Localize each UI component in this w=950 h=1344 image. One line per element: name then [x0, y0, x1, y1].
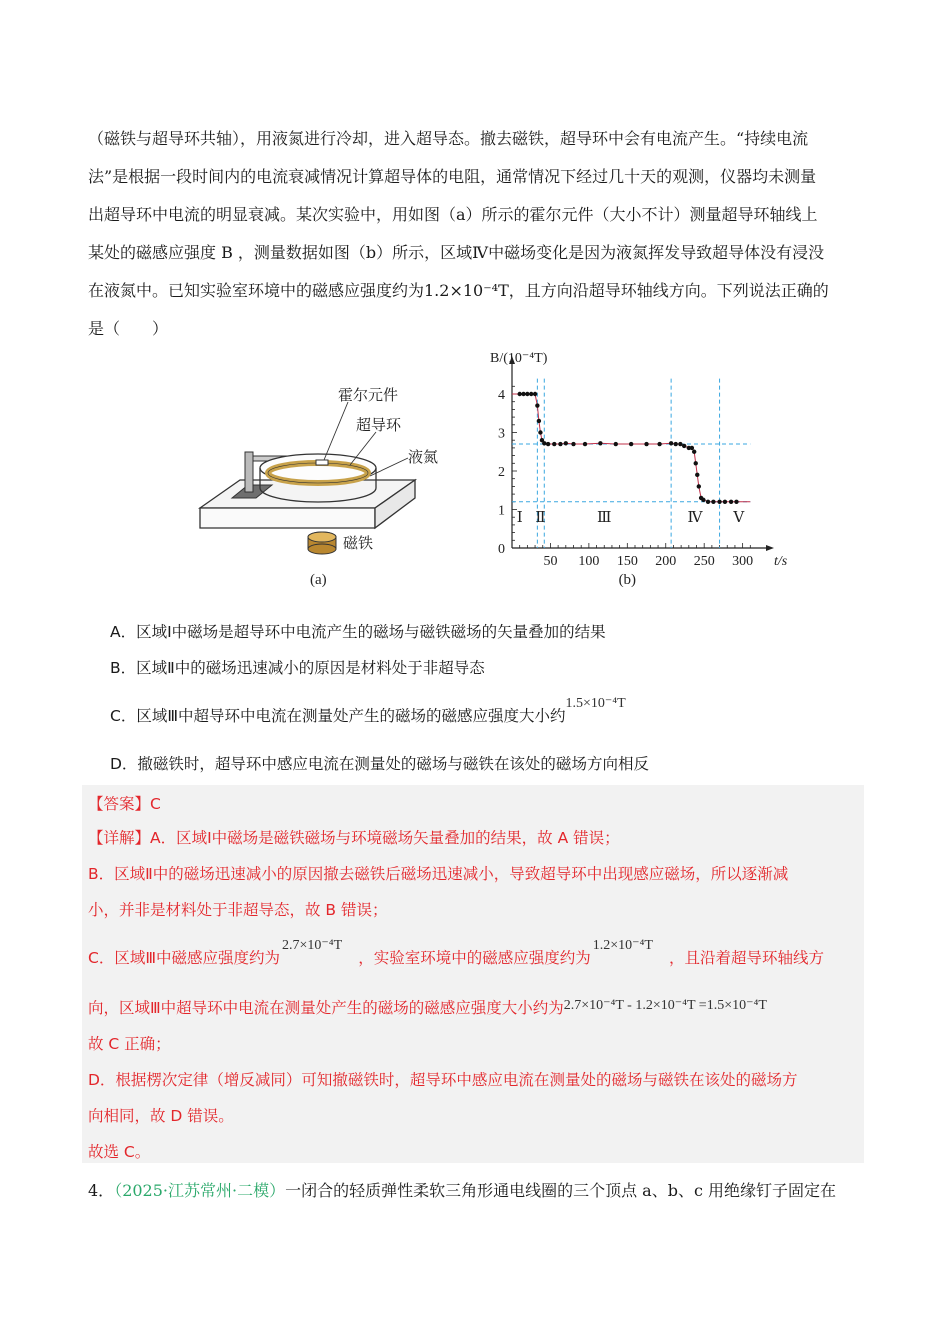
stem-line: 法”是根据一段时间内的电流衰减情况计算超导体的电阻，通常情况下经过几十天的观测，仪器均未测量	[88, 167, 817, 186]
data-point	[517, 392, 521, 396]
option-c-text: C．区域Ⅲ中超导环中电流在测量处产生的磁场的磁感应强度大小约	[110, 707, 566, 725]
detail-c-line1	[88, 938, 824, 968]
y-tick-label: 4	[498, 388, 505, 403]
data-point	[711, 500, 715, 504]
data-point	[529, 392, 533, 396]
stem-line: （磁铁与超导环共轴），用液氮进行冷却，进入超导态。撤去磁铁，超导环中会有电流产生。“持续电流	[88, 129, 809, 148]
label-superconducting-ring: 超导环	[356, 418, 402, 434]
region-label: Ⅲ	[597, 510, 612, 527]
label-hall-element: 霍尔元件	[338, 388, 399, 404]
x-axis-arrow	[766, 545, 774, 551]
y-tick-label: 1	[498, 503, 505, 519]
data-point	[669, 441, 673, 445]
data-point	[690, 446, 694, 450]
data-point	[717, 500, 721, 504]
question-text: 一闭合的轻质弹性柔软三角形通电线圈的三个顶点 a、b、c 用绝缘钉子固定在	[285, 1181, 837, 1200]
detail-d-line1: D．根据楞次定律（增反减同）可知撤磁铁时，超导环中感应电流在测量处的磁场与磁铁在该处的磁场方	[88, 1071, 798, 1089]
data-point	[674, 442, 678, 446]
y-tick-label: 2	[498, 465, 505, 480]
answer-label: 【答案】C	[88, 795, 161, 813]
data-point	[706, 500, 710, 504]
stem-line: 某处的磁感应强度 B ，测量数据如图（b）所示，区域Ⅳ中磁场变化是因为液氮挥发导致超导体没有浸没	[88, 243, 825, 262]
c1-pre: C．区域Ⅲ中磁感应强度约为	[88, 949, 281, 967]
data-point	[682, 444, 686, 448]
option-b: B．区域Ⅱ中的磁场迅速减小的原因是材料处于非超导态	[110, 659, 485, 677]
option-d: D．撤磁铁时，超导环中感应电流在测量处的磁场与磁铁在该处的磁场方向相反	[110, 755, 649, 773]
data-point	[533, 392, 537, 396]
data-point	[571, 442, 575, 446]
label-liquid-nitrogen: 液氮	[408, 450, 439, 466]
data-point	[695, 473, 699, 477]
data-point	[558, 442, 562, 446]
x-tick-label: 50	[543, 554, 558, 569]
option-a: A．区域Ⅰ中磁场是超导环中电流产生的磁场与磁铁磁场的矢量叠加的结果	[110, 623, 606, 641]
stem-line: 在液氮中。已知实验室环境中的磁感应强度约为1.2×10⁻⁴T，且方向沿超导环轴线方向。下列说法正确的	[88, 281, 829, 300]
region-label: Ⅴ	[733, 510, 745, 527]
stem-line: 是（ ）	[88, 319, 169, 338]
data-point	[521, 392, 525, 396]
x-tick-label: 300	[732, 554, 754, 569]
data-point	[734, 500, 738, 504]
detail-d-line2: 向相同，故 D 错误。	[88, 1107, 234, 1125]
detail-c-line2	[88, 996, 767, 1018]
detail-b-line2: 小，并非是材料处于非超导态，故 B 错误；	[88, 901, 388, 919]
data-point	[729, 500, 733, 504]
detail-b-line1: B．区域Ⅱ中的磁场迅速减小的原因撤去磁铁后磁场迅速减小，导致超导环中出现感应磁场，所以逐渐减	[88, 865, 789, 883]
data-point	[564, 441, 568, 445]
stem-line: 出超导环中电流的明显衰减。某次实验中，用如图（a）所示的霍尔元件（大小不计）测量超导环轴线上	[88, 205, 818, 224]
data-point	[678, 442, 682, 446]
y-tick-label: 3	[498, 426, 505, 442]
x-tick-label: 200	[655, 554, 677, 569]
data-point	[701, 498, 705, 502]
y-axis-label: B/(10⁻⁴T)	[490, 351, 548, 366]
data-point	[694, 461, 698, 465]
c2-pre: 向，区域Ⅲ中超导环中电流在测量处产生的磁场的磁感应强度大小约为	[88, 999, 564, 1017]
option-c	[110, 696, 626, 726]
data-point	[535, 403, 539, 407]
data-point	[598, 441, 602, 445]
region-label: Ⅰ	[516, 510, 523, 527]
data-point	[546, 442, 550, 446]
detail-a: 【详解】A．区域Ⅰ中磁场是磁铁磁场与环境磁场矢量叠加的结果，故 A 错误；	[88, 829, 620, 847]
c1-val2: 1.2×10⁻⁴T	[592, 938, 653, 953]
data-point	[629, 442, 633, 446]
x-tick-label: 100	[578, 554, 600, 569]
c1-post: ，且沿着超导环轴线方	[668, 949, 824, 967]
question-4	[88, 1178, 836, 1201]
data-line	[512, 394, 750, 502]
figure-b-chart	[480, 348, 788, 590]
question-stem	[88, 120, 863, 348]
figure-a-apparatus	[190, 380, 450, 590]
data-point	[525, 392, 529, 396]
region-label: Ⅱ	[535, 510, 546, 527]
x-tick-label: 250	[693, 554, 715, 569]
x-tick-label: 150	[616, 554, 638, 569]
x-axis-label: t/s	[774, 554, 788, 569]
question-source: （2025·江苏常州·二模）	[114, 1181, 286, 1200]
data-point	[537, 419, 541, 423]
data-point	[542, 441, 546, 445]
data-point	[583, 442, 587, 446]
final-answer: 故选 C。	[88, 1143, 151, 1161]
caption-b: (b)	[618, 572, 637, 588]
data-point	[552, 442, 556, 446]
caption-a: (a)	[310, 572, 327, 588]
label-magnet: 磁铁	[343, 536, 374, 552]
y-tick-label: 0	[498, 542, 505, 557]
data-point	[538, 430, 542, 434]
option-c-value: 1.5×10⁻⁴T	[565, 696, 626, 711]
data-point	[723, 500, 727, 504]
data-point	[657, 442, 661, 446]
c2-expr: 2.7×10⁻⁴T - 1.2×10⁻⁴T =1.5×10⁻⁴T	[563, 998, 767, 1013]
data-point	[614, 442, 618, 446]
data-point	[644, 442, 648, 446]
data-point	[692, 450, 696, 454]
data-point	[697, 484, 701, 488]
region-label: Ⅳ	[687, 510, 703, 527]
c1-val1: 2.7×10⁻⁴T	[282, 938, 343, 953]
c1-mid: ，实验室环境中的磁感应强度约为	[358, 949, 591, 967]
detail-c-line3: 故 C 正确；	[88, 1035, 171, 1053]
question-number: 4．	[88, 1181, 115, 1200]
